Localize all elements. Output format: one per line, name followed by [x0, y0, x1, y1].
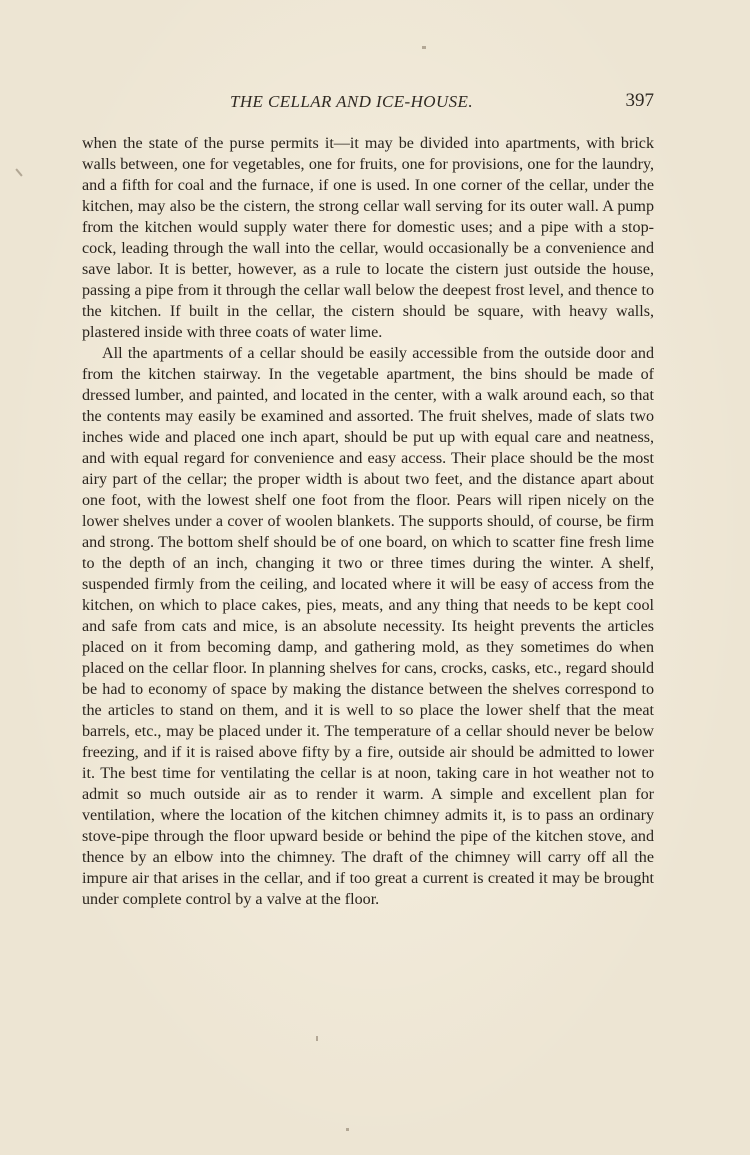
page-number: 397	[625, 90, 654, 111]
paper-speck	[15, 168, 22, 176]
body-text	[82, 133, 654, 910]
paragraph-continued: when the state of the purse permits it—it may be divided into apartments, with brick walls between, one for vegetables, one for fruits, one for provisions, one for the laundry, and a fifth for coal and the furnace, if one is used. In one corner of the cellar, under the kitchen, may also be the cistern, the strong cellar wall serving for its outer wall. A pump from the kitchen would supply water there for domestic uses; and a pipe with a stop-cock, leading through the wall into the cellar, would occasionally be a convenience and save labor. It is better, however, as a rule to locate the cistern just outside the house, passing a pipe from it through the cellar wall below the deepest frost level, and thence to the kitchen. If built in the cellar, the cistern should be square, with heavy walls, plastered inside with three coats of water lime.	[82, 135, 654, 341]
running-title: THE CELLAR AND ICE-HOUSE.	[230, 92, 473, 111]
paper-speck	[346, 1128, 349, 1131]
running-header	[82, 92, 654, 120]
paper-speck	[422, 46, 426, 49]
paragraph: All the apartments of a cellar should be easily accessible from the outside door and from the kitchen stairway. In the vegetable apartment, the bins should be made of dressed lumber, and painted, and located in the center, with a walk around each, so that the contents may easily be examined and assorted. The fruit shelves, made of slats two inches wide and placed one inch apart, should be put up with equal care and neatness, and with equal regard for convenience and easy access. Their place should be the most airy part of the cellar; the proper width is about two feet, and the distance apart about one foot, with the lowest shelf one foot from the floor. Pears will ripen nicely on the lower shelves under a cover of woolen blankets. The supports should, of course, be firm and strong. The bottom shelf should be of one board, on which to scatter fine fresh lime to the depth of an inch, changing it two or three times during the winter. A shelf, suspended firmly from the ceiling, and located where it will be easy of access from the kitchen, on which to place cakes, pies, meats, and any thing that needs to be kept cool and safe from cats and mice, is an absolute necessity. Its height prevents the articles placed on it from becoming damp, and gathering mold, as they sometimes do when placed on the cellar floor. In planning shelves for cans, crocks, casks, etc., regard should be had to economy of space by making the distance between the shelves correspond to the articles to stand on them, and it is well to so place the lower shelf that the meat barrels, etc., may be placed under it. The temperature of a cellar should never be below freezing, and if it is raised above fifty by a fire, outside air should be admitted to lower it. The best time for ventilating the cellar is at noon, taking care in hot weather not to admit so much outside air as to render it warm. A simple and excellent plan for ventilation, where the location of the kitchen chimney admits it, is to pass an ordinary stove-pipe through the floor upward beside or behind the pipe of the kitchen stove, and thence by an elbow into the chimney. The draft of the chimney will carry off all the impure air that arises in the cellar, and if too great a current is created it may be brought under complete control by a valve at the floor.	[82, 345, 654, 908]
paper-speck	[316, 1036, 318, 1041]
